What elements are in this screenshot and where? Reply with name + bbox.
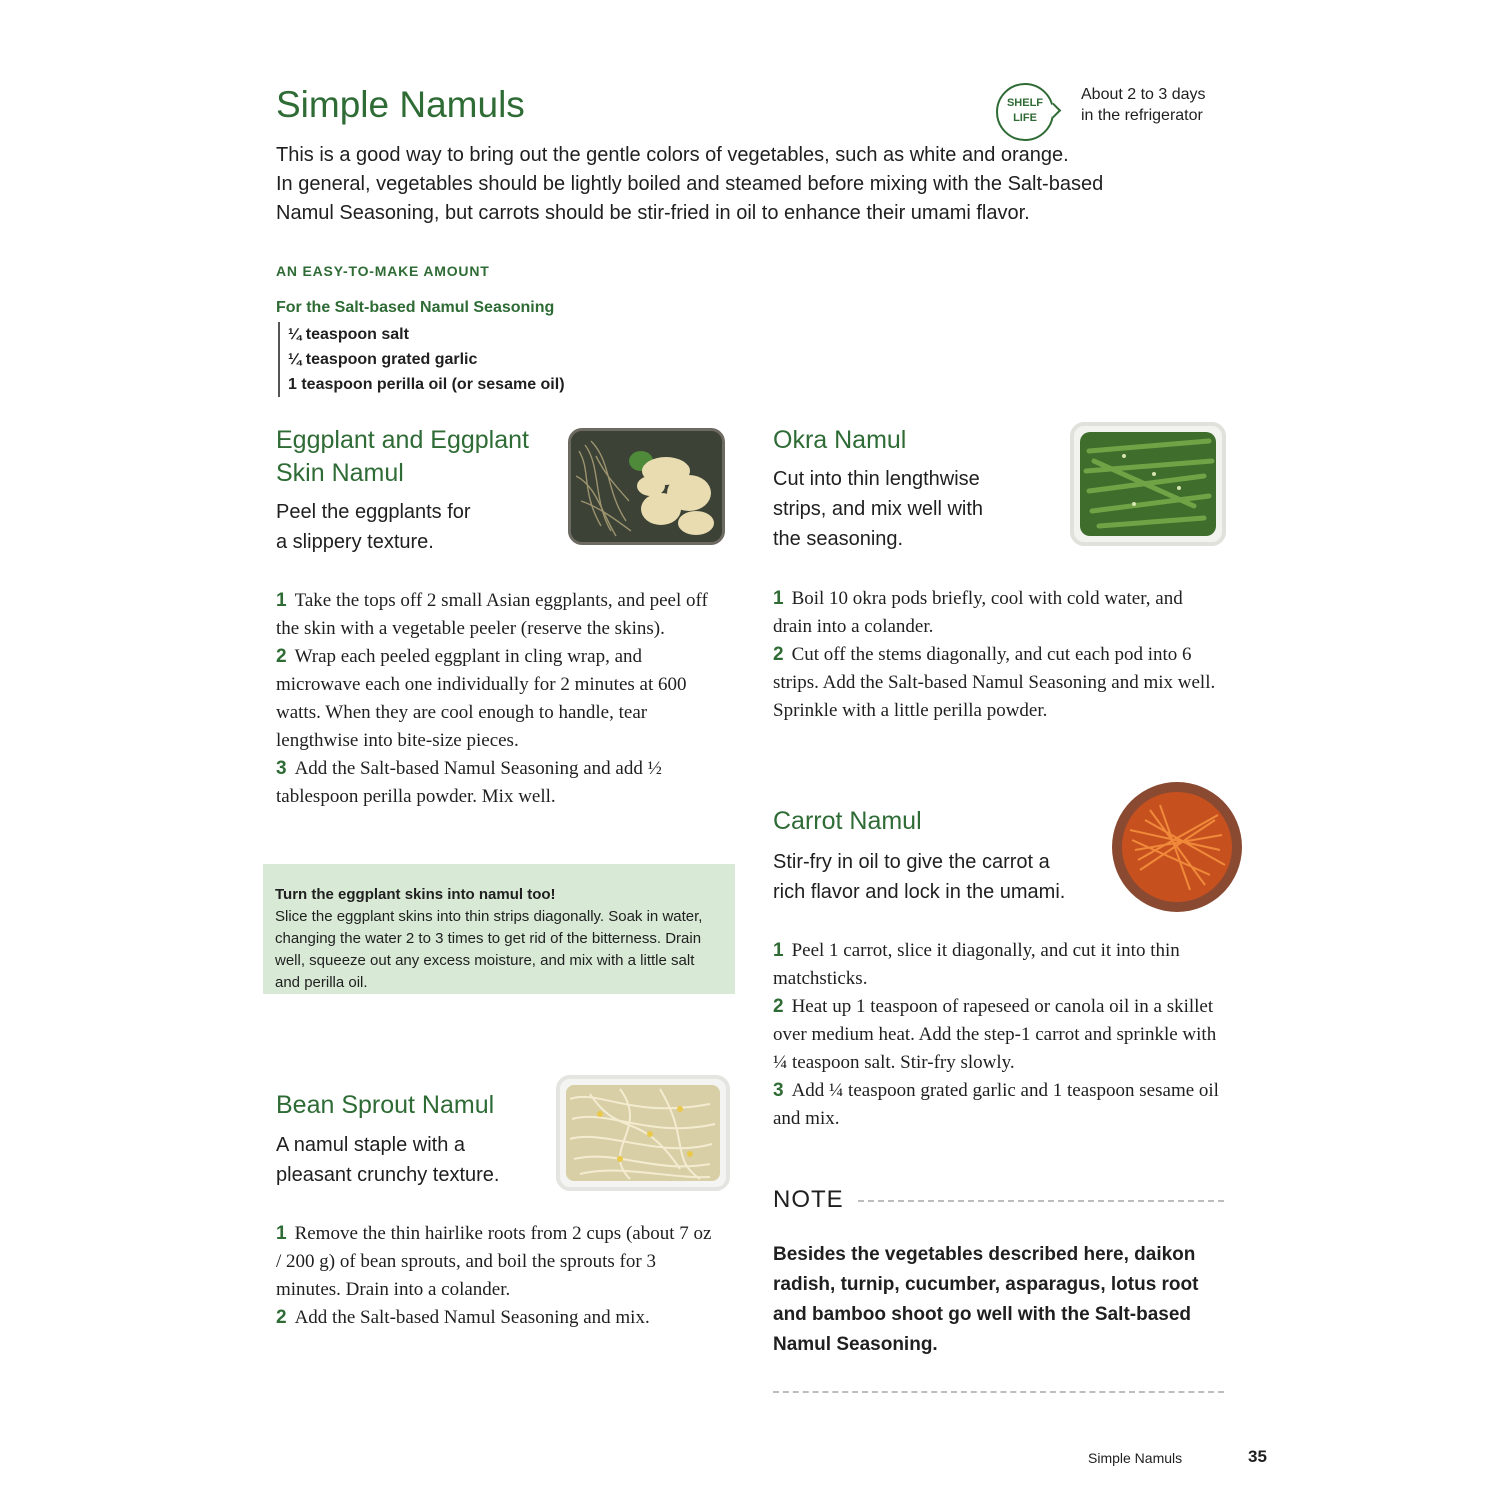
step-number: 1 xyxy=(773,588,784,609)
intro-line: Namul Seasoning, but carrots should be stir-fried in oil to enhance their umami flavor. xyxy=(276,202,1030,224)
shelf-life-badge-line2: LIFE xyxy=(1013,112,1037,124)
okra-photo xyxy=(1070,422,1226,546)
okra-steps xyxy=(773,585,1223,725)
step xyxy=(773,1077,1228,1133)
step-number: 1 xyxy=(276,590,287,611)
seasoning-item: 1 teaspoon perilla oil (or sesame oil) xyxy=(288,376,565,393)
okra-desc-line3: the seasoning. xyxy=(773,528,904,550)
bean-sprout-description xyxy=(276,1130,499,1190)
shelf-life-badge-line1: SHELF xyxy=(1006,97,1044,109)
step-number: 1 xyxy=(276,1223,287,1244)
note-divider-bottom xyxy=(773,1391,1224,1393)
step xyxy=(276,643,716,755)
step-text: Take the tops off 2 small Asian eggplants, and peel off the skin with a vegetable peeler (reserve the skins). xyxy=(276,590,708,639)
carrot-description xyxy=(773,847,1065,907)
eggplant-desc-line1: Peel the eggplants for xyxy=(276,501,471,523)
step-text: Wrap each peeled eggplant in cling wrap, and microwave each one individually for 2 minutes at 600 watts. When they are cool enough to handle, tear lengthwise into bite-size pieces. xyxy=(276,646,687,751)
bean-sprout-photo xyxy=(556,1075,730,1191)
step-text: Peel 1 carrot, slice it diagonally, and cut it into thin matchsticks. xyxy=(773,940,1180,989)
step xyxy=(276,587,716,643)
page-number: 35 xyxy=(1248,1447,1267,1466)
step-text: Add ¼ teaspoon grated garlic and 1 teaspoon sesame oil and mix. xyxy=(773,1080,1219,1129)
page-title: Simple Namuls xyxy=(276,84,525,125)
carrot-desc-line1: Stir-fry in oil to give the carrot a xyxy=(773,851,1050,873)
seasoning-item: ¼ teaspoon grated garlic xyxy=(288,351,478,368)
carrot-photo-image xyxy=(1110,780,1244,914)
step-number: 2 xyxy=(773,644,784,665)
step xyxy=(276,1304,716,1332)
step xyxy=(773,585,1223,641)
eggplant-title-line1: Eggplant and Eggplant xyxy=(276,426,529,454)
eggplant-title-line2: Skin Namul xyxy=(276,459,404,487)
carrot-steps xyxy=(773,937,1228,1133)
step xyxy=(773,641,1223,725)
step-text: Remove the thin hairlike roots from 2 cups (about 7 oz / 200 g) of bean sprouts, and boil the sprouts for 3 minutes. Drain into a colander. xyxy=(276,1223,712,1300)
step-number: 2 xyxy=(276,646,287,667)
seasoning-heading: For the Salt-based Namul Seasoning xyxy=(276,299,555,316)
footer-section-title: Simple Namuls xyxy=(1088,1450,1183,1466)
note-heading: NOTE xyxy=(773,1186,844,1213)
step-number: 2 xyxy=(773,996,784,1017)
shelf-life-badge xyxy=(996,83,1054,141)
step-text: Add the Salt-based Namul Seasoning and add ½ tablespoon perilla powder. Mix well. xyxy=(276,758,662,807)
carrot-title: Carrot Namul xyxy=(773,807,922,835)
step-text: Boil 10 okra pods briefly, cool with cold water, and drain into a colander. xyxy=(773,588,1183,637)
carrot-desc-line2: rich flavor and lock in the umami. xyxy=(773,881,1066,903)
okra-desc-line2: strips, and mix well with xyxy=(773,498,984,520)
note-text: Besides the vegetables described here, daikon radish, turnip, cucumber, asparagus, lotus root and bamboo shoot go well with the Salt-based Namul Seasoning. xyxy=(773,1244,1199,1355)
okra-desc-line1: Cut into thin lengthwise xyxy=(773,468,980,490)
tip-text: Slice the eggplant skins into thin strips diagonally. Soak in water, changing the water 2 to 3 times to get rid of the bitterness. Drain well, squeeze out any excess moisture, and mix with a little salt and perilla oil. xyxy=(275,908,703,991)
bean-sprout-steps xyxy=(276,1220,716,1332)
seasoning-list xyxy=(278,322,565,397)
okra-photo-image xyxy=(1074,426,1222,542)
intro-line: In general, vegetables should be lightly boiled and steamed before mixing with the Salt-based xyxy=(276,173,1104,195)
okra-title: Okra Namul xyxy=(773,426,907,454)
eggplant-desc-line2: a slippery texture. xyxy=(276,531,434,553)
eggplant-steps xyxy=(276,587,716,811)
amount-heading: AN EASY-TO-MAKE AMOUNT xyxy=(276,263,490,279)
seasoning-item: ¼ teaspoon salt xyxy=(288,326,409,343)
step-number: 3 xyxy=(773,1080,784,1101)
shelf-life-line2: in the refrigerator xyxy=(1081,107,1203,124)
shelf-life-text xyxy=(1081,84,1206,126)
step-text: Add the Salt-based Namul Seasoning and mix. xyxy=(294,1307,650,1328)
bean-sprout-desc-line1: A namul staple with a xyxy=(276,1134,465,1156)
step-text: Cut off the stems diagonally, and cut each pod into 6 strips. Add the Salt-based Namul Seasoning and mix well. Sprinkle with a little perilla powder. xyxy=(773,644,1216,721)
eggplant-title xyxy=(276,424,529,490)
eggplant-description xyxy=(276,497,471,557)
step xyxy=(276,1220,716,1304)
eggplant-photo xyxy=(568,428,725,545)
shelf-life-line1: About 2 to 3 days xyxy=(1081,86,1206,103)
step-text: Heat up 1 teaspoon of rapeseed or canola oil in a skillet over medium heat. Add the step-1 carrot and sprinkle with ¼ teaspoon salt. Stir-fry slowly. xyxy=(773,996,1217,1073)
step-number: 3 xyxy=(276,758,287,779)
note-divider-top xyxy=(858,1200,1224,1202)
step-number: 1 xyxy=(773,940,784,961)
tip-title: Turn the eggplant skins into namul too! xyxy=(275,886,556,903)
eggplant-photo-image xyxy=(571,431,722,542)
step xyxy=(276,755,716,811)
carrot-photo xyxy=(1110,780,1244,914)
step xyxy=(773,993,1228,1077)
okra-description xyxy=(773,464,983,554)
intro-line: This is a good way to bring out the gentle colors of vegetables, such as white and orange. xyxy=(276,144,1069,166)
step xyxy=(773,937,1228,993)
bean-sprout-desc-line2: pleasant crunchy texture. xyxy=(276,1164,500,1186)
bean-sprout-photo-image xyxy=(560,1079,726,1187)
intro-paragraph xyxy=(276,141,1206,228)
bean-sprout-title: Bean Sprout Namul xyxy=(276,1091,495,1119)
tip-box xyxy=(263,864,735,994)
step-number: 2 xyxy=(276,1307,287,1328)
